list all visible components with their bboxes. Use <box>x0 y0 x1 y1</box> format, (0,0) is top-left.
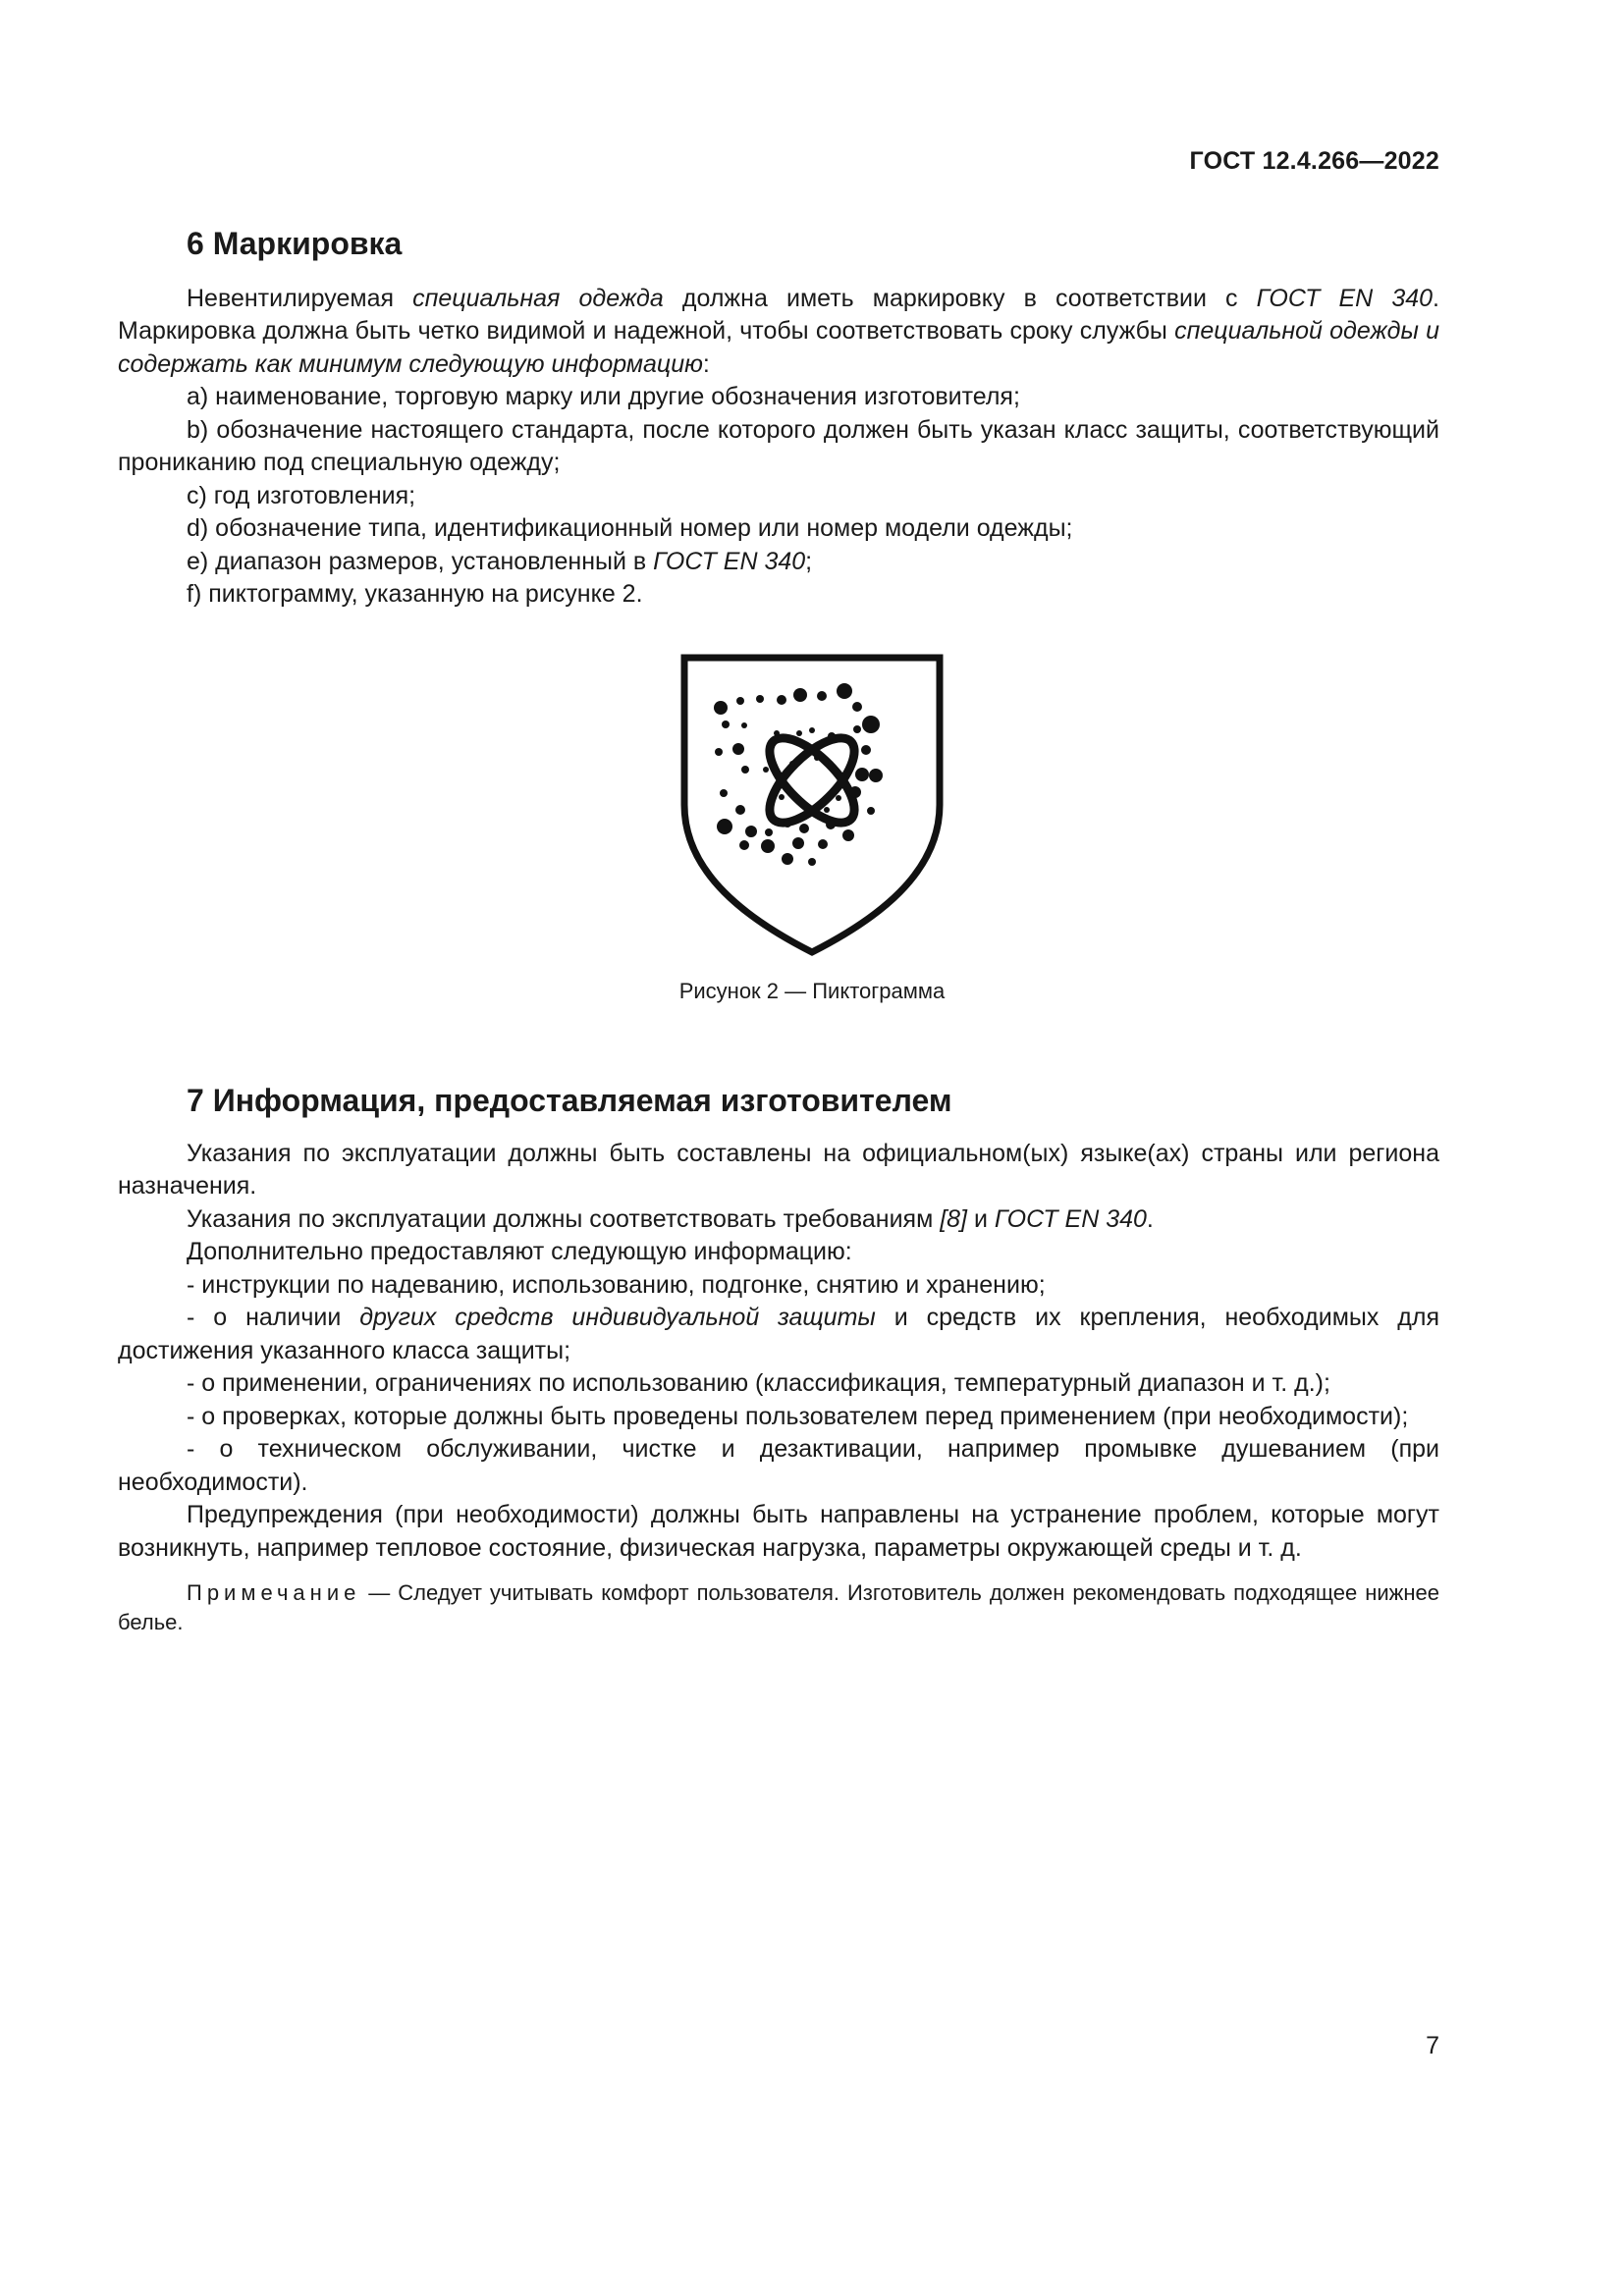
figure-caption: Рисунок 2 — Пиктограмма <box>678 979 946 1003</box>
paragraph: Дополнительно предоставляют следующую информацию: <box>187 1238 852 1265</box>
list-item-a: a) наименование, торговую марку или другие обозначения изготовителя; <box>187 383 1020 410</box>
paragraph: Указания по эксплуатации должны быть составлены на официальном(ых) языке(ах) страны или региона назначения. <box>118 1139 1439 1200</box>
list-item-e: e) диапазон размеров, установленный в ГОСТ EN 340; <box>187 547 813 575</box>
section-6 <box>118 228 1439 612</box>
list-item-f: f) пиктограмму, указанную на рисунке 2. <box>187 580 643 608</box>
figure-2 <box>0 653 1624 1004</box>
bullet-item: - инструкции по надеванию, использованию, подгонке, снятию и хранению; <box>187 1270 1046 1299</box>
section-7-title: 7 Информация, предоставляемая изготовителем <box>187 1083 952 1118</box>
bullet-item: - о техническом обслуживании, чистке и дезактивации, например промывке душеванием (при необходимости). <box>118 1435 1439 1496</box>
paragraph: Указания по эксплуатации должны соответствовать требованиям [8] и ГОСТ EN 340. <box>187 1204 1154 1233</box>
document-code: ГОСТ 12.4.266—2022 <box>1189 147 1439 175</box>
bullet-item: - о наличии других средств индивидуальной защиты и средств их крепления, необходимых для достижения указанного класса защиты; <box>118 1304 1439 1364</box>
list-item-b: b) обозначение настоящего стандарта, после которого должен быть указан класс защиты, соответствующий прониканию под специальную одежду; <box>118 415 1439 476</box>
bullet-item: - о применении, ограничениях по использованию (классификация, температурный диапазон и т. д.); <box>187 1369 1330 1397</box>
list-item-c: c) год изготовления; <box>187 481 416 509</box>
radioactive-contamination-shield-icon <box>679 653 945 957</box>
paragraph: Предупреждения (при необходимости) должны быть направлены на устранение проблем, которые могут возникнуть, например тепловое состояние, физическая нагрузка, параметры окружающей среды и т. д. <box>118 1501 1439 1562</box>
bullet-item: - о проверках, которые должны быть проведены пользователем перед применением (при необходимости); <box>187 1402 1409 1430</box>
list-item-d: d) обозначение типа, идентификационный номер или номер модели одежды; <box>187 514 1073 542</box>
page-number: 7 <box>1426 2032 1439 2059</box>
section-7 <box>118 1085 1439 1637</box>
note: Примечание — Следует учитывать комфорт пользователя. Изготовитель должен рекомендовать подходящее нижнее белье. <box>118 1580 1439 1634</box>
section-6-intro: Невентилируемая специальная одежда должна иметь маркировку в соответствии с ГОСТ EN 340. Маркировка должна быть четко видимой и надежной, чтобы соответствовать сроку службы специальной одежды и содержать как минимум следующую информацию: <box>118 284 1439 378</box>
note-label: Примечание <box>187 1580 361 1605</box>
section-6-title: 6 Маркировка <box>187 226 403 261</box>
